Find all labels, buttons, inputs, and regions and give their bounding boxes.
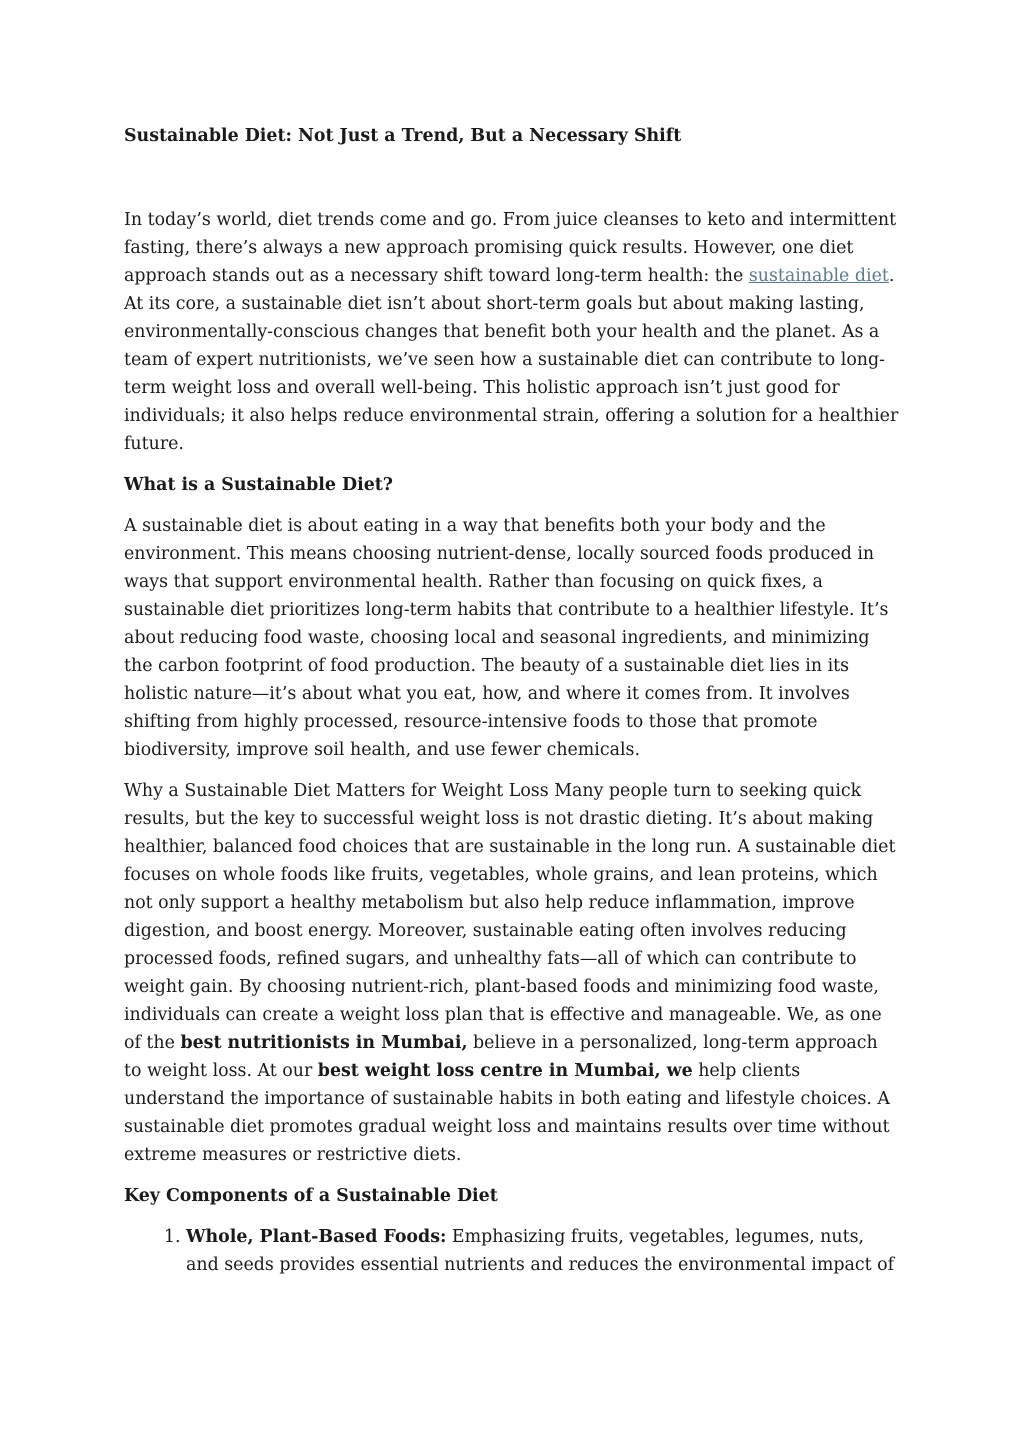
weight-loss-text-2: believe in a personalized, long-term approach to weight loss. At our <box>124 1033 878 1081</box>
weight-loss-text-3: help clients understand the importance of sustainable habits in both eating and lifestyle choices. A sustainable diet promotes gradual weight loss and maintains results over time without extreme measures or restrictive diets. <box>124 1061 890 1165</box>
list-item-label: Whole, Plant-Based Foods: <box>186 1227 447 1247</box>
section-heading-key-components: Key Components of a Sustainable Diet <box>124 1186 498 1206</box>
document-title: Sustainable Diet: Not Just a Trend, But a Necessary Shift <box>124 126 682 146</box>
intro-paragraph <box>124 206 900 458</box>
bold-nutritionists-mumbai: best nutritionists in Mumbai, <box>180 1033 468 1053</box>
bold-weight-loss-centre: best weight loss centre in Mumbai, we <box>317 1061 693 1081</box>
section-paragraph-weight-loss <box>124 777 900 1169</box>
document-body <box>124 206 900 1279</box>
section-paragraph-what-is: A sustainable diet is about eating in a way that benefits both your body and the environment. This means choosing nutrient-dense, locally sourced foods produced in ways that support environmental health. Rather than focusing on quick fixes, a sustainable diet prioritizes long-term habits that contribute to a healthier lifestyle. It’s about reducing food waste, choosing local and seasonal ingredients, and minimizing the carbon footprint of food production. The beauty of a sustainable diet lies in its holistic nature—it’s about what you eat, how, and where it comes from. It involves shifting from highly processed, resource-intensive foods to those that promote biodiversity, improve soil health, and use fewer chemicals. <box>124 516 889 760</box>
list-item-text: Emphasizing fruits, vegetables, legumes, nuts, and seeds provides essential nutrients and reduces the environmental impact of <box>186 1227 895 1275</box>
intro-text-before-link: In today’s world, diet trends come and go. From juice cleanses to keto and intermittent fasting, there’s always a new approach promising quick results. However, one diet approach stands out as a necessary shift toward long-term health: the <box>124 210 897 286</box>
key-components-list <box>124 1223 900 1279</box>
weight-loss-text-1: Why a Sustainable Diet Matters for Weight Loss Many people turn to seeking quick results, but the key to successful weight loss is not drastic dieting. It’s about making healthier, balanced food choices that are sustainable in the long run. A sustainable diet focuses on whole foods like fruits, vegetables, whole grains, and lean proteins, which not only support a healthy metabolism but also help reduce inflammation, improve digestion, and boost energy. Moreover, sustainable eating often involves reducing processed foods, refined sugars, and unhealthy fats—all of which can contribute to weight gain. By choosing nutrient-rich, plant-based foods and minimizing food waste, individuals can create a weight loss plan that is effective and manageable. We, as one of the <box>124 781 896 1053</box>
intro-text-after-link: . At its core, a sustainable diet isn’t about short-term goals but about making lasting, environmentally-conscious changes that benefit both your health and the planet. As a team of expert nutritionists, we’ve seen how a sustainable diet can contribute to long-term weight loss and overall well-being. This holistic approach isn’t just good for individuals; it also helps reduce environmental strain, offering a solution for a healthier future. <box>124 266 899 454</box>
section-heading-what-is: What is a Sustainable Diet? <box>124 475 393 495</box>
sustainable-diet-link[interactable]: sustainable diet <box>748 266 889 286</box>
list-item <box>186 1223 900 1279</box>
